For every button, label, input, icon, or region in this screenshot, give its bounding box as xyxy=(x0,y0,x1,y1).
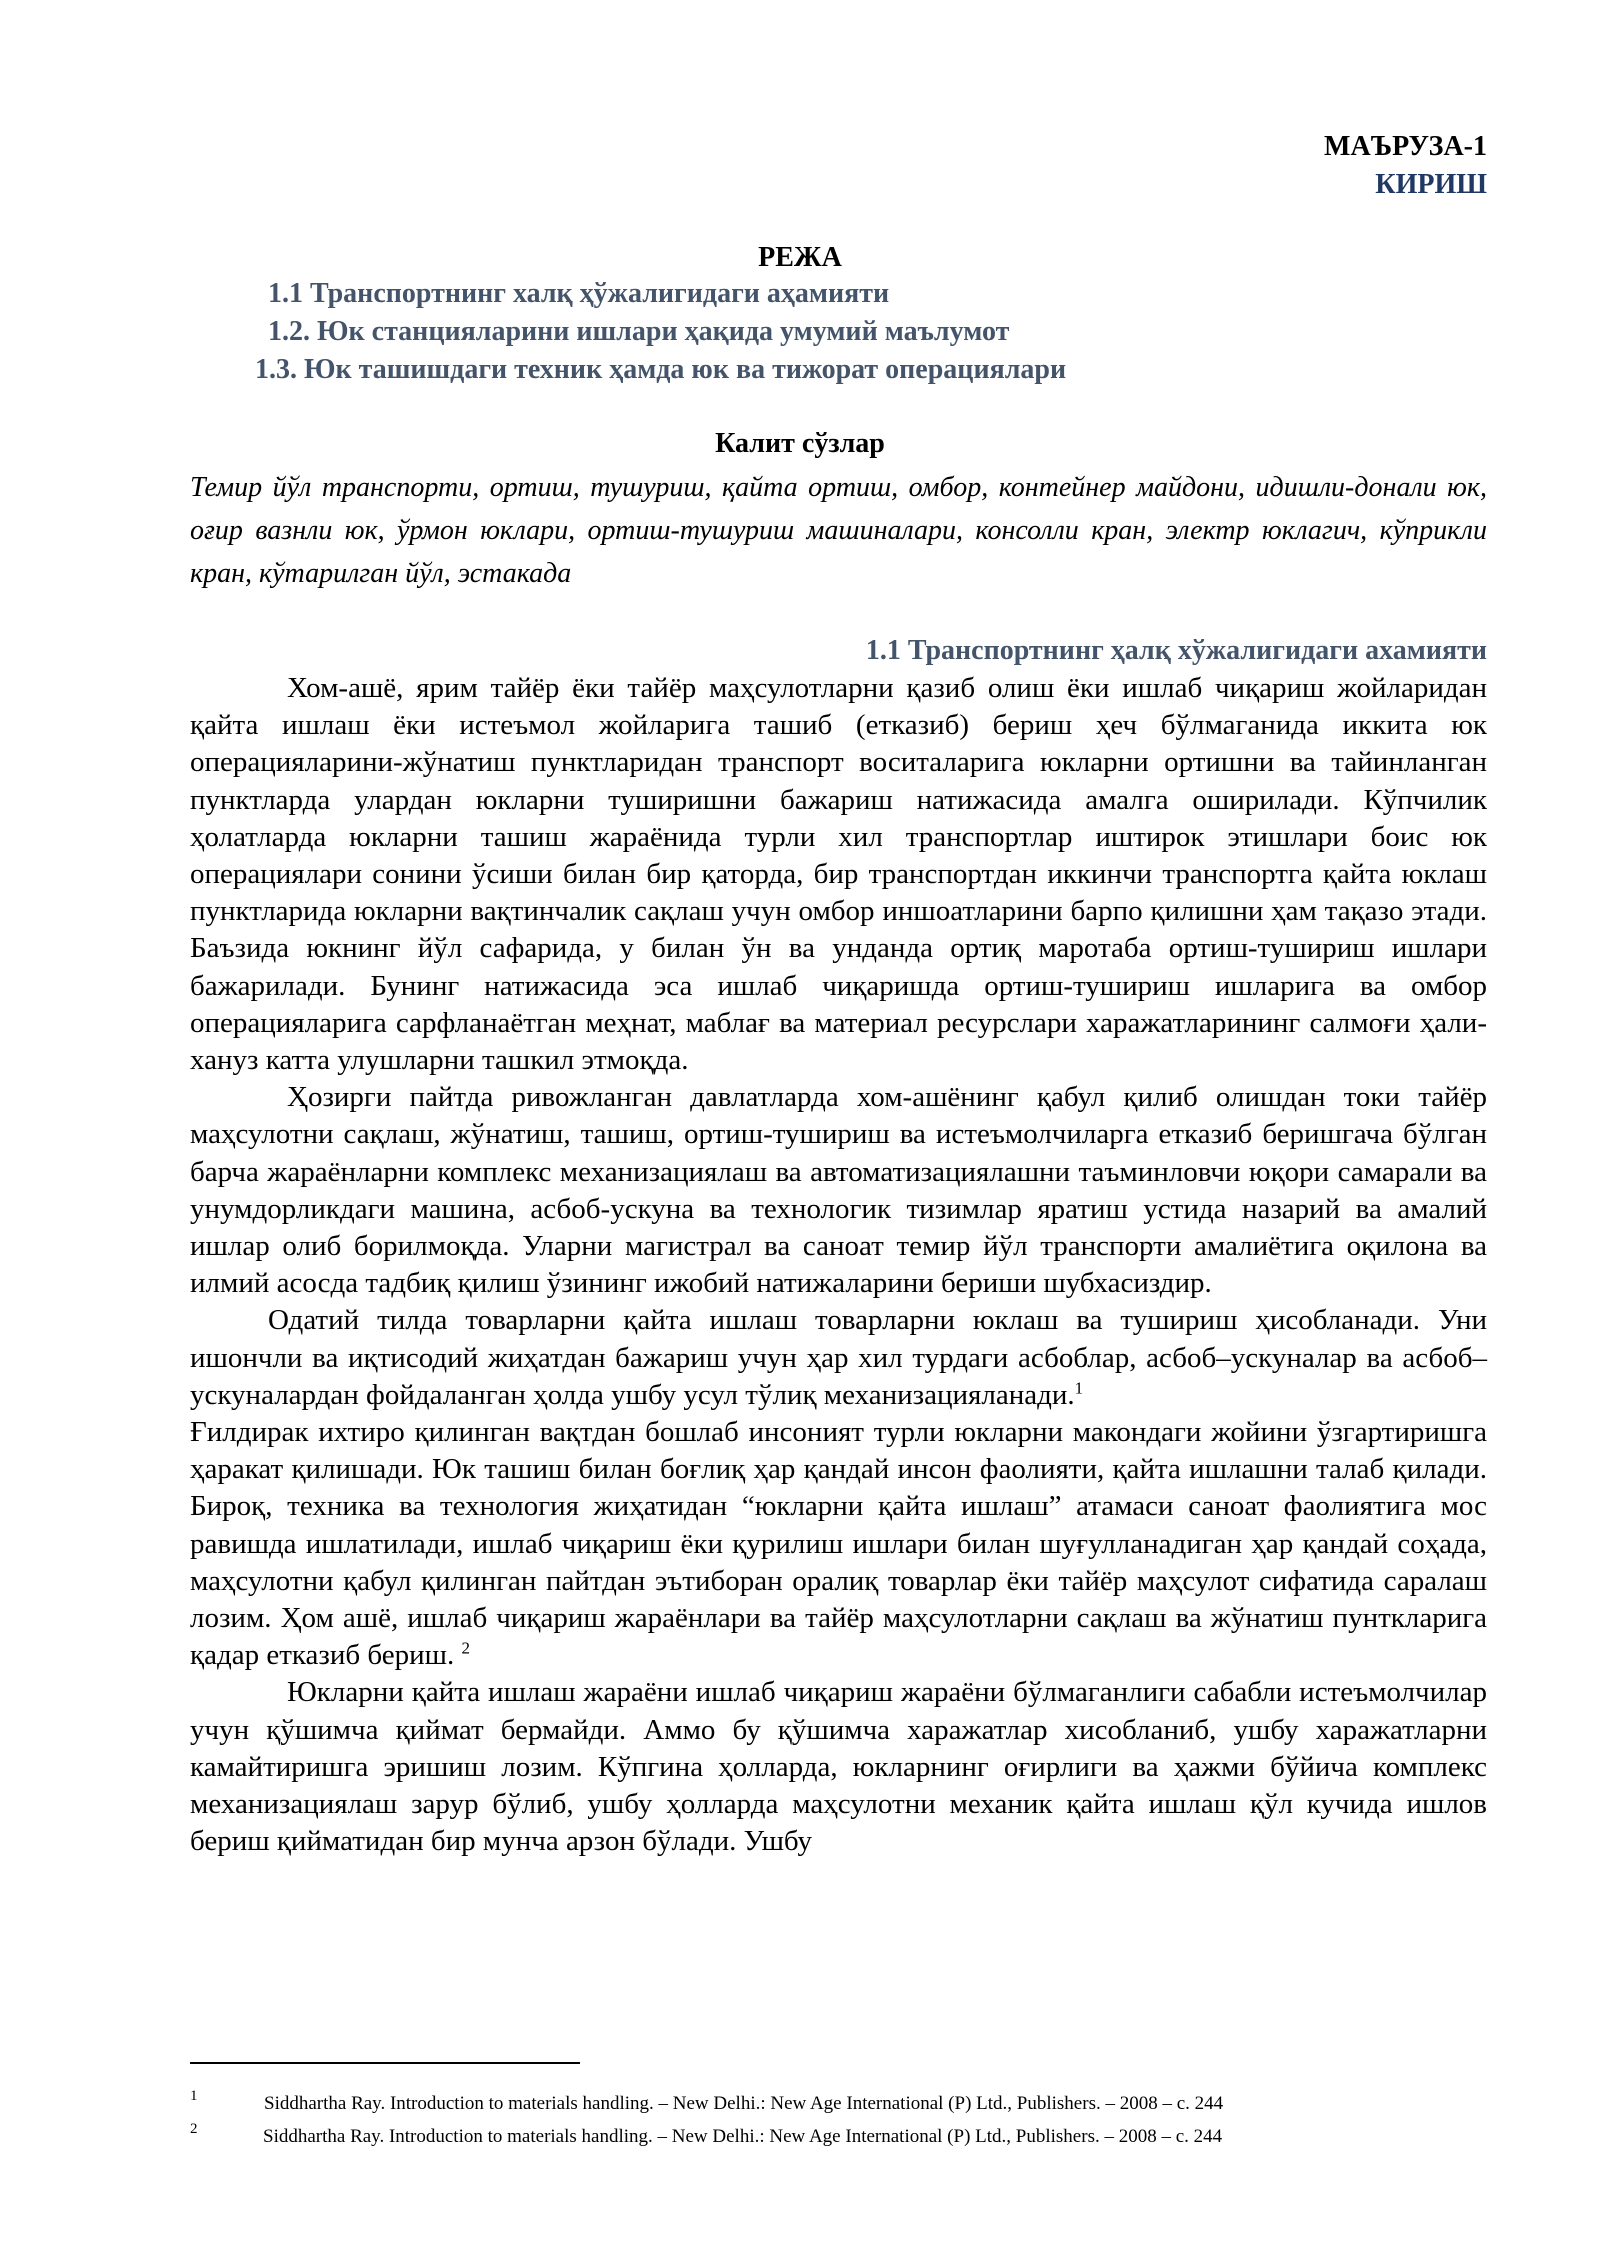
lecture-header xyxy=(1324,128,1487,204)
plan-item: 1.2. Юк станцияларини ишлари ҳақида умумий маълумот xyxy=(268,316,1010,347)
plan-item: 1.1 Транспортнинг халқ ҳўжалигидаги аҳамияти xyxy=(268,278,890,309)
footnote-separator xyxy=(190,2062,580,2064)
plan-title: РЕЖА xyxy=(758,242,842,273)
keywords-title: Калит сўзлар xyxy=(715,428,885,459)
paragraph: Ҳозирги пайтда ривожланган давлатларда хом-ашёнинг қабул қилиб олишдан токи тайёр маҳсулотни сақлаш, жўнатиш, ташиш, ортиш-тушириш ва истеъмолчиларга етказиб беришгача бўлган барча жараёнларни комплекс механизациялаш ва автоматизациялашни таъминловчи юқори самарали ва унумдорликдаги машина, асбоб-ускуна ва технологик тизимлар яратиш устида назарий ва амалий ишлар олиб борилмоқда. Уларни магистрал ва саноат темир йўл транспорти амалиётига оқилона ва илмий асосда тадбиқ қилиш ўзининг ижобий натижаларини бериши шубхасиздир. xyxy=(190,1081,1487,1300)
body-text xyxy=(190,670,1487,1861)
footnote-text: Siddhartha Ray. Introduction to materials handling. – New Delhi.: New Age International (P) Ltd., Publishers. – 2008 – с. 244 xyxy=(263,2126,1223,2147)
paragraph: Юкларни қайта ишлаш жараёни ишлаб чиқариш жараёни бўлмаганлиги сабабли истеъмолчилар учун қўшимча қиймат бермайди. Аммо бу қўшимча харажатлар хисобланиб, ушбу харажатларни камайтиришга эришиш лозим. Кўпгина ҳолларда, юкларнинг оғирлиги ва ҳажми бўйича комплекс механизациялаш зарур бўлиб, ушбу ҳолларда маҳсулотни механик қайта ишлаш қўл кучида ишлов бериш қийматидан бир мунча арзон бўлади. Ушбу xyxy=(190,1676,1487,1858)
paragraph xyxy=(190,1302,1487,1414)
footnote-ref[interactable]: 2 xyxy=(461,1638,470,1658)
section-heading: 1.1 Транспортнинг ҳалқ хўжалигидаги ахамияти xyxy=(865,635,1487,666)
keywords-text: Темир йўл транспорти, ортиш, тушуриш, қайта ортиш, омбор, контейнер майдони, идишли-донали юк, оғир вазнли юк, ўрмон юклари, ортиш-тушуриш машиналари, консолли кран, электр юклагич, кўприкли кран, кўтарилган йўл, эстакада xyxy=(190,472,1487,589)
footnote-number: 2 xyxy=(190,2121,198,2137)
paragraph: Хом-ашё, ярим тайёр ёки тайёр маҳсулотларни қазиб олиш ёки ишлаб чиқариш жойларидан қайта ишлаш ёки истеъмол жойларига ташиб (етказиб) бериш ҳеч бўлмаганида иккита юк операцияларини-жўнатиш пунктларидан транспорт воситаларига юкларни ортишни ва тайинланган пунктларда улардан юкларни туширишни бажариш натижасида амалга оширилади. Кўпчилик ҳолатларда юкларни ташиш жараёнида турли хил транспортлар иштирок этишлари боис юк операциялари сонини ўсиши билан бир қаторда, бир транспортдан иккинчи транспортга қайта юклаш пунктларида юкларни вақтинчалик сақлаш учун омбор иншоатларини барпо қилишни ҳам тақазо этади. Баъзида юкнинг йўл сафарида, у билан ўн ва унданда ортиқ маротаба ортиш-тушириш ишлари бажарилади. Бунинг натижасида эса ишлаб чиқаришда ортиш-тушириш ишларига ва омбор операцияларига сарфланаётган меҳнат, маблағ ва материал ресурслари харажатларининг салмоғи ҳали-хануз катта улушларни ташкил этмоқда. xyxy=(190,672,1487,1077)
plan-item: 1.3. Юк ташишдаги техник ҳамда юк ва тижорат операциялари xyxy=(255,354,1067,385)
footnote-number: 1 xyxy=(190,2088,198,2104)
footnote-text: Siddhartha Ray. Introduction to materials handling. – New Delhi.: New Age International (P) Ltd., Publishers. – 2008 – с. 244 xyxy=(264,2093,1224,2114)
paragraph-text: Одатий тилда товарларни қайта ишлаш товарларни юклаш ва тушириш ҳисобланади. Уни ишончли ва иқтисодий жиҳатдан бажариш учун ҳар хил турдаги асбоблар, асбоб–ускуналар ва асбоб–ускуналардан фойдаланган ҳолда ушбу усул тўлиқ механизацияланади. xyxy=(190,1304,1487,1411)
lecture-label: МАЪРУЗА-1 xyxy=(1324,131,1487,162)
footnote-ref[interactable]: 1 xyxy=(1074,1378,1084,1398)
paragraph-text: Ғилдирак ихтиро қилинган вақтдан бошлаб инсоният турли юкларни макондаги жойини ўзгартиришга ҳаракат қилишади. Юк ташиш билан боғлиқ ҳар қандай инсон фаолияти, қайта ишлашни талаб қилади. Бироқ, техника ва технология жиҳатидан “юкларни қайта ишлаш” атамаси саноат фаолиятига мос равишда ишлатилади, ишлаб чиқариш ёки қурилиш ишлари билан шуғулланадиган ҳар қандай соҳада, маҳсулотни қабул қилинган пайтдан эътиборан оралиқ товарлар ёки тайёр маҳсулот сифатида саралаш лозим. Ҳом ашё, ишлаб чиқариш жараёнлари ва тайёр маҳсулотларни сақлаш ва жўнатиш пунткларига қадар етказиб бериш. xyxy=(190,1416,1487,1672)
lecture-subtitle: КИРИШ xyxy=(1375,169,1487,200)
paragraph xyxy=(190,1414,1487,1674)
